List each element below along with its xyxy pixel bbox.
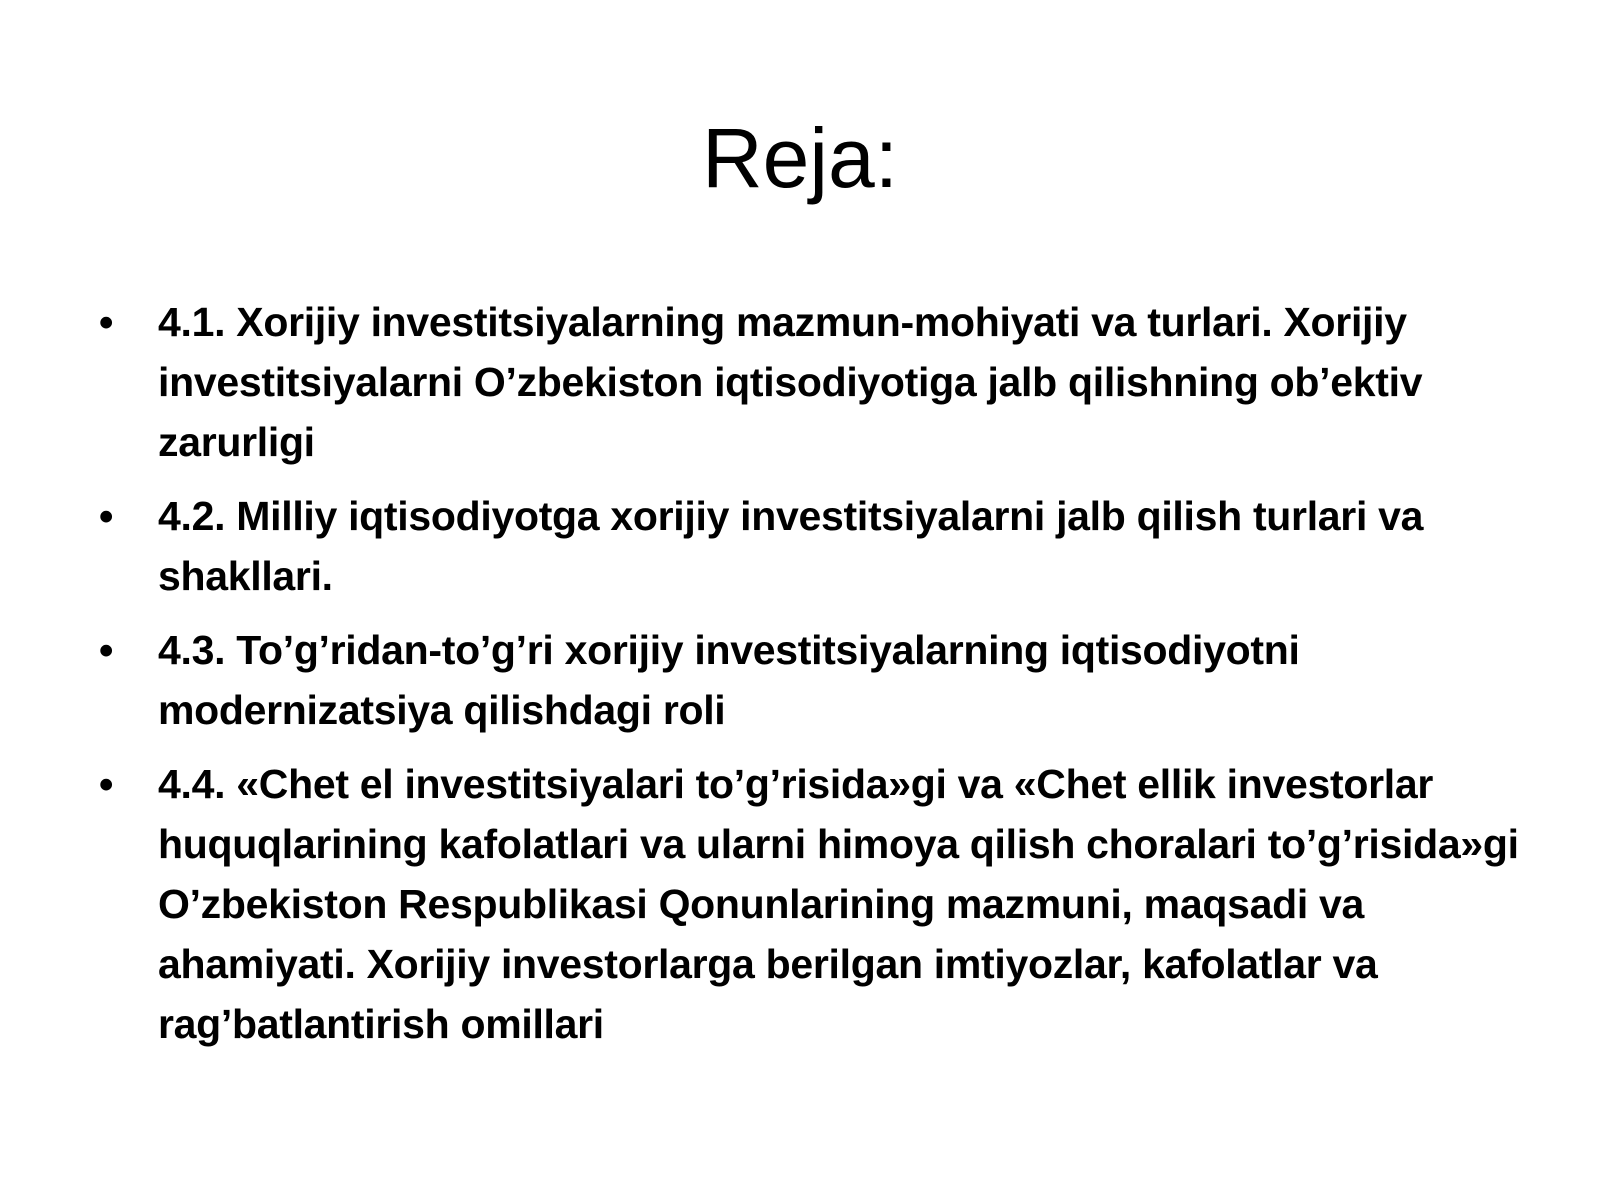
- plan-list: [90, 292, 1530, 1068]
- bullet-icon: •: [98, 299, 114, 345]
- bullet-icon: •: [98, 493, 114, 539]
- plan-item-text: 4.3. To’g’ridan-to’g’ri xorijiy investitsiyalarning iqtisodiyotni modernizatsiya qilishdagi roli: [158, 627, 1300, 733]
- plan-item-text: 4.4. «Chet el investitsiyalari to’g’risida»gi va «Chet ellik investorlar huquqlarining kafolatlari va ularni himoya qilish choralari to’g’risida»gi O’zbekiston Respublikasi Qonunlarining mazmuni, maqsadi va ahamiyati. Xorijiy investorlarga berilgan imtiyozlar, kafolatlar va rag’batlantirish omillari: [158, 761, 1519, 1047]
- slide-title: Reja:: [701, 111, 899, 205]
- bullet-icon: •: [98, 761, 114, 807]
- plan-item-4-2: [90, 486, 1530, 606]
- plan-item-text: 4.2. Milliy iqtisodiyotga xorijiy investitsiyalarni jalb qilish turlari va shakllari.: [158, 493, 1424, 599]
- plan-item-4-3: [90, 620, 1530, 740]
- bullet-icon: •: [98, 627, 114, 673]
- plan-item-4-4: [90, 754, 1530, 1054]
- plan-item-text: 4.1. Xorijiy investitsiyalarning mazmun-mohiyati va turlari. Xorijiy investitsiyalarni O’zbekiston iqtisodiyotiga jalb qilishning ob’ektiv zarurligi: [158, 299, 1423, 465]
- plan-item-4-1: [90, 292, 1530, 472]
